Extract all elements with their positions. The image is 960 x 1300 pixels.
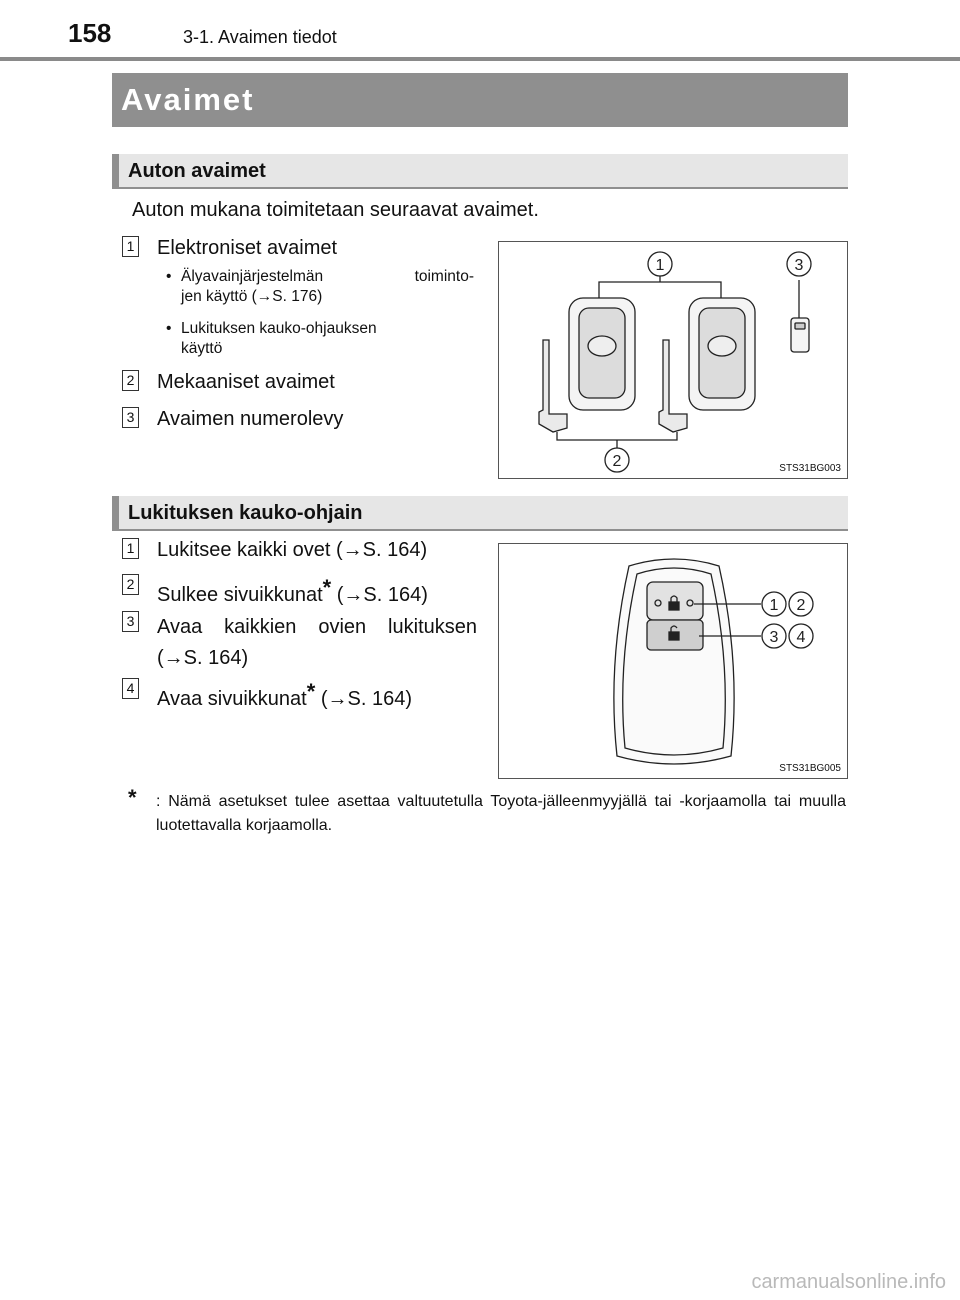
remote-item-lock: Lukitsee kaikki ovet (→S. 164) — [157, 539, 428, 561]
keys-bullet-remote — [166, 319, 474, 359]
item-text-ref: (→S. 164) — [331, 584, 428, 606]
item-number-box: 2 — [122, 574, 139, 595]
footnote-marker: * — [306, 679, 316, 704]
section-heading-tab — [112, 154, 119, 187]
item-number-box: 3 — [122, 611, 139, 632]
item-number-box: 2 — [122, 370, 139, 391]
figure-code: STS31BG005 — [779, 763, 841, 774]
remote-item-unlock — [157, 612, 477, 674]
keys-illustration — [499, 242, 849, 480]
page-title — [112, 73, 848, 127]
footnote-marker: * — [322, 575, 332, 600]
keys-bullet-smart — [166, 267, 474, 307]
remote-figure — [498, 543, 848, 779]
page-number: 158 — [68, 18, 112, 48]
footnote-marker: * — [128, 785, 137, 810]
callout-label: 1 — [655, 257, 665, 274]
keys-item-mechanical: Mekaaniset avaimet — [157, 371, 335, 393]
section-heading-label: Lukituksen kauko-ohjain — [128, 502, 363, 524]
item-number-box: 3 — [122, 407, 139, 428]
remote-item-close-windows — [157, 575, 428, 607]
section-heading-remote — [112, 496, 848, 531]
remote-item-open-windows — [157, 679, 412, 711]
bullet-line: Älyavainjärjestelmän toiminto- — [181, 268, 474, 285]
footnote-text: : Nämä asetukset tulee asettaa valtuutetulla Toyota-jälleenmyyjällä tai -korjaamolla tai muulla luotettavalla korjaamolla. — [156, 793, 846, 834]
section-reference: 3-1. Avaimen tiedot — [183, 27, 337, 47]
item-text-line: (→S. 164) — [157, 647, 249, 669]
item-text-main: Avaa sivuikkunat — [157, 688, 307, 710]
item-text-line: Avaa kaikkien ovien lukituksen — [157, 616, 477, 638]
keys-intro: Auton mukana toimitetaan seuraavat avaimet. — [132, 199, 539, 221]
bullet-line: käyttö — [181, 340, 223, 357]
bullet-line: Lukituksen kauko-ohjauksen — [181, 320, 377, 337]
callout-label: 2 — [796, 597, 806, 614]
bullet-dot: • — [166, 320, 172, 337]
keys-item-electronic: Elektroniset avaimet — [157, 237, 338, 259]
callout-label: 4 — [796, 629, 806, 646]
footnote — [128, 785, 846, 838]
keys-figure — [498, 241, 848, 479]
page-title-text: Avaimet — [121, 82, 255, 117]
item-text-ref: (→S. 164) — [315, 688, 412, 710]
callout-label: 3 — [769, 629, 779, 646]
callout-label: 3 — [794, 257, 804, 274]
keys-item-number-plate: Avaimen numerolevy — [157, 408, 344, 430]
item-text-main: Sulkee sivuikkunat — [157, 584, 323, 606]
watermark: carmanualsonline.info — [751, 1271, 946, 1293]
figure-code: STS31BG003 — [779, 463, 841, 474]
bullet-line: jen käyttö (→S. 176) — [181, 288, 323, 305]
bullet-dot: • — [166, 268, 172, 285]
section-heading-label: Auton avaimet — [128, 160, 266, 182]
item-number-box: 4 — [122, 678, 139, 699]
callout-label: 2 — [612, 453, 622, 470]
callout-label: 1 — [769, 597, 779, 614]
section-heading-keys — [112, 154, 848, 189]
item-number-box: 1 — [122, 236, 139, 257]
header-rule — [0, 57, 960, 61]
remote-illustration — [499, 544, 849, 780]
item-number-box: 1 — [122, 538, 139, 559]
section-heading-tab — [112, 496, 119, 529]
